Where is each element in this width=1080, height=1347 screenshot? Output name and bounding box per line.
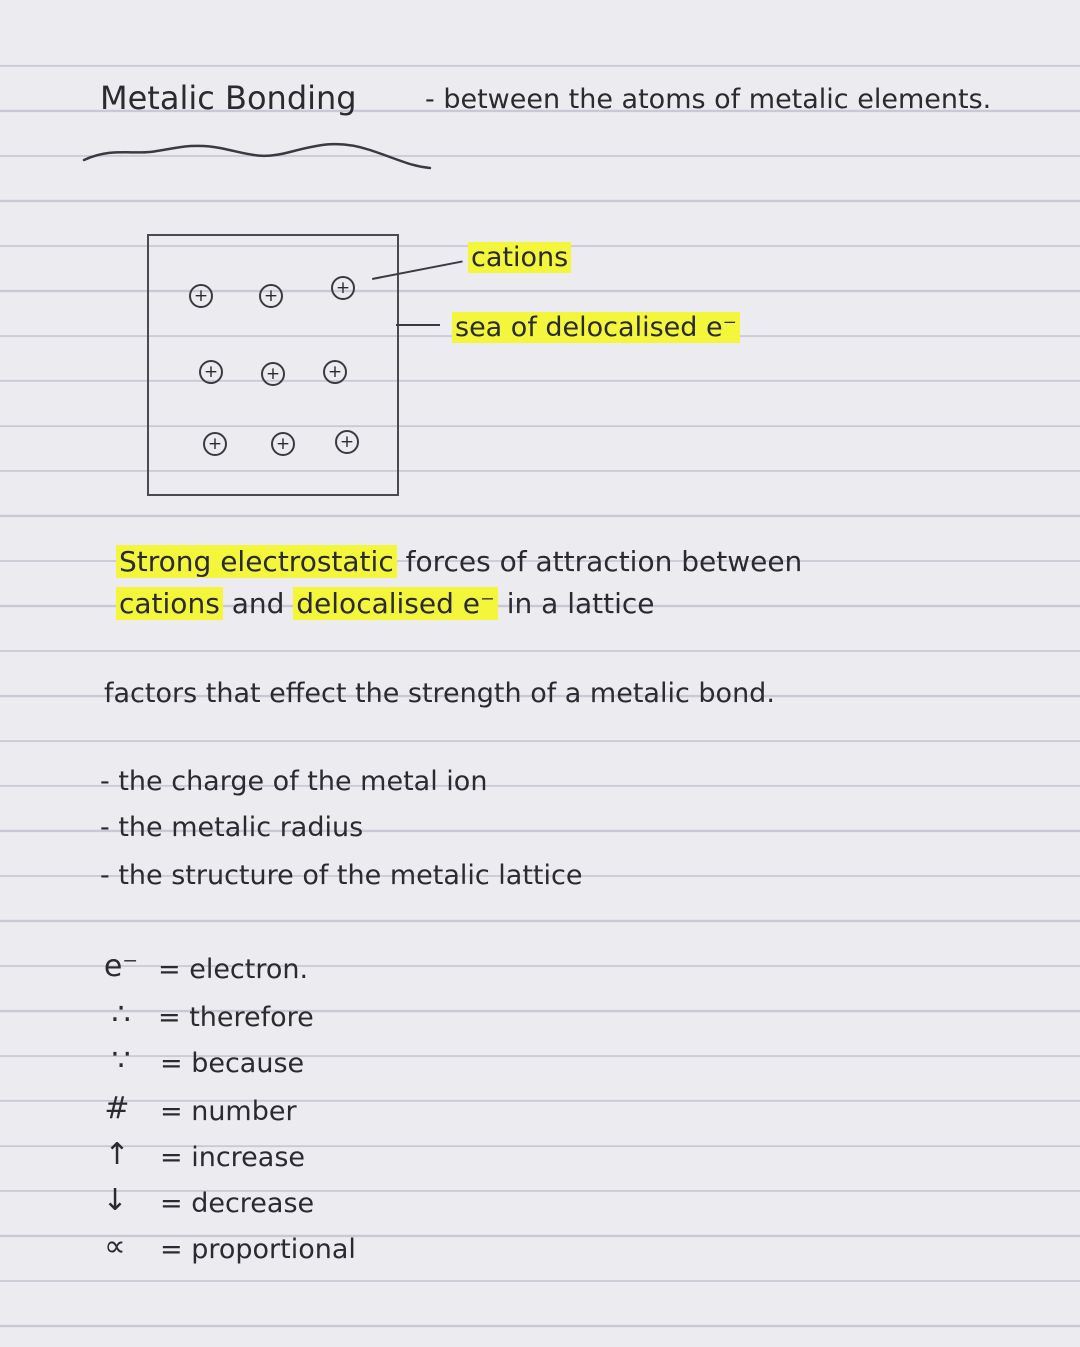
legend-symbol: e⁻ (103, 949, 139, 984)
page-title: Metalic Bonding (100, 79, 357, 117)
sea-leader-line (396, 324, 440, 326)
legend-symbol: ∴ (111, 997, 131, 1032)
cation: + (199, 360, 223, 384)
legend-meaning: = therefore (158, 1002, 314, 1033)
title-underline-squiggle (80, 138, 440, 178)
cation: + (261, 362, 285, 386)
sea-of-electrons-label: sea of delocalised e⁻ (452, 314, 740, 341)
cation: + (335, 430, 359, 454)
cation: + (259, 284, 283, 308)
cation: + (331, 276, 355, 300)
legend-meaning: = electron. (158, 954, 309, 985)
legend-meaning: = number (160, 1096, 297, 1127)
factor-item: - the metalic radius (100, 812, 364, 843)
definition-line-1: Strong electrostatic forces of attraction between (116, 548, 802, 576)
metal-lattice-diagram (147, 234, 399, 496)
factors-heading: factors that effect the strength of a metalic bond. (104, 678, 775, 709)
legend-meaning: = proportional (160, 1234, 356, 1265)
cation: + (189, 284, 213, 308)
definition-line-2: cations and delocalised e⁻ in a lattice (116, 590, 654, 618)
definition-highlight: cations (116, 587, 223, 620)
cation: + (323, 360, 347, 384)
factor-item: - the structure of the metalic lattice (100, 860, 583, 891)
legend-symbol: ↓ (102, 1183, 128, 1218)
legend-symbol: # (104, 1091, 130, 1126)
legend-meaning: = decrease (160, 1188, 315, 1219)
definition-highlight: delocalised e⁻ (293, 587, 498, 620)
legend-symbol: ∝ (104, 1229, 126, 1264)
legend-symbol: ∵ (111, 1043, 131, 1078)
cations-label: cations (468, 244, 571, 271)
legend-meaning: = increase (160, 1142, 306, 1173)
factor-item: - the charge of the metal ion (100, 766, 488, 797)
legend-meaning: = because (160, 1048, 305, 1079)
definition-highlight: Strong electrostatic (116, 545, 397, 578)
cation: + (203, 432, 227, 456)
legend-symbol: ↑ (104, 1137, 130, 1172)
cation: + (271, 432, 295, 456)
page-subtitle: - between the atoms of metalic elements. (425, 84, 992, 115)
